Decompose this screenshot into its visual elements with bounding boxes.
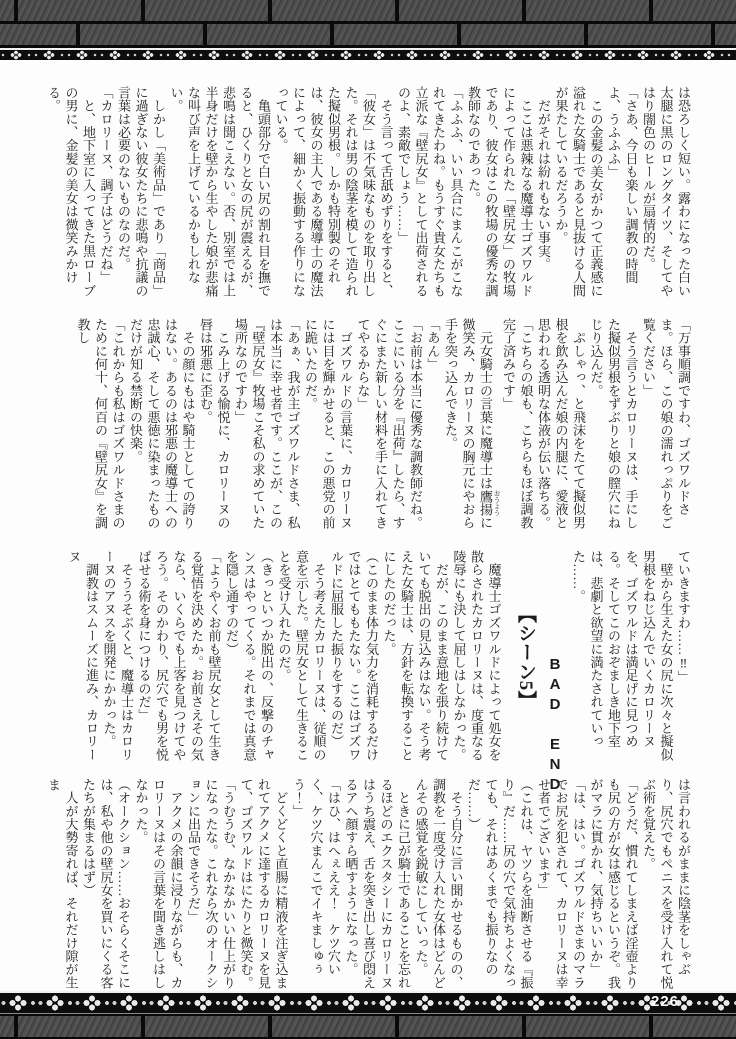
ruby-base: 鷹揚 [478, 489, 493, 517]
paragraph: 「どうだ、慣れてしまえば淫壺よりも尻の方が女は感じるというぞ。我がマラに貫かれ、気持ちいいか」 [588, 778, 639, 990]
ruby-word [478, 489, 500, 517]
ruby-furigana: おうよう [492, 489, 500, 517]
top-border [0, 0, 736, 60]
text-band-1 [46, 86, 692, 300]
paragraph: （オークション……おそらくそこには、私や他の壁尻女を買いにくる客たちが集まるはず） [81, 778, 131, 990]
paragraph: （きっといつか脱出の、反撃のチャンスはやってくる。それまでは真意を隠し通すのだ） [224, 550, 274, 762]
bottom-border [0, 991, 736, 1039]
paragraph: そう自分に言い聞かせるものの、調教を一度受け入れた女体はどんどんその感覚を鋭敏にしていった。 [413, 778, 464, 990]
paragraph: しかし「美術品」であり「商品」に過ぎない彼女たちに悲鳴や抗議の言葉は必要のないものなのだ。 [116, 86, 166, 298]
paragraph: 人が大勢寄れば、それだけ隙が生ま [46, 778, 79, 990]
paragraph: （これは、ヤツらを油断させる『振り』だ……尻の穴で気持ちよくなっても、それはあくまでも振りなのだ……） [466, 778, 534, 990]
floral-ornament-band [0, 991, 736, 1014]
paragraph: は言われるがままに陰茎をしゃぶり、尻穴でもペニスを受け入れて悦ぶ術を覚えた。 [641, 778, 691, 990]
paragraph: 「さあ、今日も楽しい調教の時間よ、うふふふ」 [606, 86, 639, 284]
paragraph: ときに己が騎士であることを忘れるほどのエクスタシーにカロリーヌはうち震え、舌を突き出し喜び悶えるアヘ顔すら晒すようになった。 [343, 778, 411, 990]
paragraph: 「これからも私はゴズワルドさまのために何十、何百の『壁尻女』を調教し [75, 318, 126, 530]
paragraph: その顔にもはや騎士としての誇りはない。あるのは邪悪の魔導士への忠誠心、そして悪徳に染まったものだけが知る禁断の快楽。 [128, 318, 196, 530]
paragraph: （このまま体力気力を消耗するだけではとてももたない。ここはゴズワルドに屈服した振りをするのだ） [329, 550, 379, 762]
paragraph: この金髪の美女がかつて正義感に溢れた女騎士であると見抜ける人間が果たしているだろうか。 [553, 86, 604, 298]
paragraph: 「万事順調ですわ、ゴズワルドさま。ほら、この娘の濡れっぷりをご覧ください」 [641, 318, 691, 530]
paragraph: 「ようやくお前も壁尻女として生きる覚悟を決めたか。お前さえその気なら、いくらでも上客を見つけてやろう。そのかわり、尻穴でも男を悦ばせる術を身につけるのだ」 [136, 550, 222, 762]
paragraph: こみ上げる愉悦に、カロリーヌの唇は邪悪に歪む。 [198, 318, 231, 530]
scene-5-header: 【シーン5】 [515, 604, 536, 710]
paragraph: と、地下室に入ってきた黒ローブの男に、金髪の美女は微笑みかける。 [46, 86, 96, 298]
paragraph: 「あん」 [425, 318, 441, 371]
paragraph: 「はひ、はへぇええ！ ケツ穴いく、ケツ穴まんこでイキましゅぅう！」 [291, 778, 341, 976]
floral-ornament-band [0, 48, 736, 60]
paragraph: そう言うとカロリーヌは、手にした擬似男根をずぶりと娘の膣穴にねじり込んだ。 [588, 318, 639, 530]
brick-wall-texture [0, 0, 736, 48]
paragraph [442, 318, 500, 532]
paragraph: 魔導士ゴズワルドによって処女を散らされたカロリーヌは、度重なる陵辱にも決して屈しはしなかった。 [451, 550, 502, 762]
paragraph: 「あぁ、我が主ゴズワルドさま、私は本当に幸せ者です。ここが、この『壁尻女』牧場こそ私の求めていた場所なのですわ」 [233, 318, 301, 530]
paragraph: 「ふふふ、いい具合にまんこがこなれてきたわね。もうすぐ貴女たちも立派な『壁尻女』として出荷されるのよ、素敵でしょう……」 [396, 86, 464, 298]
text-band-4 [46, 778, 692, 992]
brick-wall-texture [0, 1014, 736, 1039]
paragraph: アクメの余韻に浸りながらも、カロリーヌはその言葉を聞き逃しはしなかった。 [133, 778, 184, 990]
paragraph-text: に微笑み、カロリーヌの胸元にやおら手を突っ込んできた。 [443, 318, 493, 530]
paragraph: ゴズワルドの言葉に、カロリーヌには目を輝かせると、この悪党の前に跪いたのだ。 [303, 318, 353, 530]
paragraph: ぷしゃっ、と飛沫をたてて擬似男根を飲み込んだ娘の内腿に、愛液と思われる透明な体液が伝い落ちる。 [536, 318, 586, 530]
paragraph: ていきますわ……‼」 [676, 550, 691, 684]
paragraph: だが、このまま意地を張り続けていても脱出の見込みはない。そう考えた女騎士は、方針を転換することにしたのだった。 [381, 550, 449, 762]
paragraph: 「うむうむ、なかなかいい仕上がりになったな。これなら次のオークションに出品できそうだ」 [186, 778, 236, 990]
paragraph: 調教はスムーズに進み、カロリーヌ [66, 550, 99, 762]
paragraph: そううそぶくと、魔導士はカロリーヌのアヌスを開発にかかった。 [101, 550, 134, 762]
paragraph-text: 元女騎士の言葉に魔導士は [478, 318, 493, 490]
paragraph: だがそれは紛れもない事実。 [536, 86, 551, 271]
paragraph: 「こちらの娘も、こちらもほぼ調教完了済みです」 [501, 318, 534, 530]
paragraph: ここは悪辣なる魔導士ゴズワルドによって作られた「壁尻女」の牧場であり、彼女はこの牧場の優秀な調教師なのであった。 [466, 86, 534, 298]
paragraph: 「カロリーヌ、調子はどうだね」 [98, 86, 114, 284]
paragraph: そう言って舌舐めずりをすると、「彼女」は不気味なものを取り出した。それは男の陰茎を模して造られた擬似男根。しかも特別製のそれは、彼女の主人である魔導士の魔法によって、細かく振動する作りになっている。 [273, 86, 394, 298]
text-band-2 [58, 318, 692, 532]
text-band-3 [58, 550, 692, 796]
paragraph: 「は、はい。ゴズワルドさまのマラでお尻を犯されて、カロリーヌは幸せ者でございます」 [536, 778, 586, 990]
paragraph: どくどくと直腸に精液を注ぎ込まれてアクメに達するカロリーヌを見て、ゴズワルドはにたりと微笑む。 [238, 778, 289, 990]
bad-end-label: BAD END [546, 656, 564, 796]
paragraph: 壁から生えた女の尻に次々と擬似男根をねじ込んでいくカロリーヌを、ゴズワルドは満足げに見つめる。そしてこのおぞましき地下室は、悲劇と欲望に満たされていった……。 [571, 550, 674, 762]
paragraph: そう考えたカロリーヌは、従順の意を示した。壁尻女として生きることを受け入れたのだ。 [276, 550, 327, 762]
paragraph: は恐ろしく短い。露わになった白い太腿に黒のロングタイツ、そしてやはり闇色のヒールが扇情的だ。 [641, 86, 691, 298]
paragraph: 亀頭部分で白い尻の割れ目を撫でると、ひくりと女の尻が震えるが、悲鳴は聞こえない。否、別室では上半身だけを壁から生やした娘が悲痛な叫び声を上げているかもしれない。 [168, 86, 271, 298]
paragraph: 「お前は本当に優秀な調教師だね。ここにいる分を『出荷』したら、すぐにまた新しい材料を手に入れてきてやるからな」 [355, 318, 423, 530]
page-number: 226 [651, 993, 680, 1010]
